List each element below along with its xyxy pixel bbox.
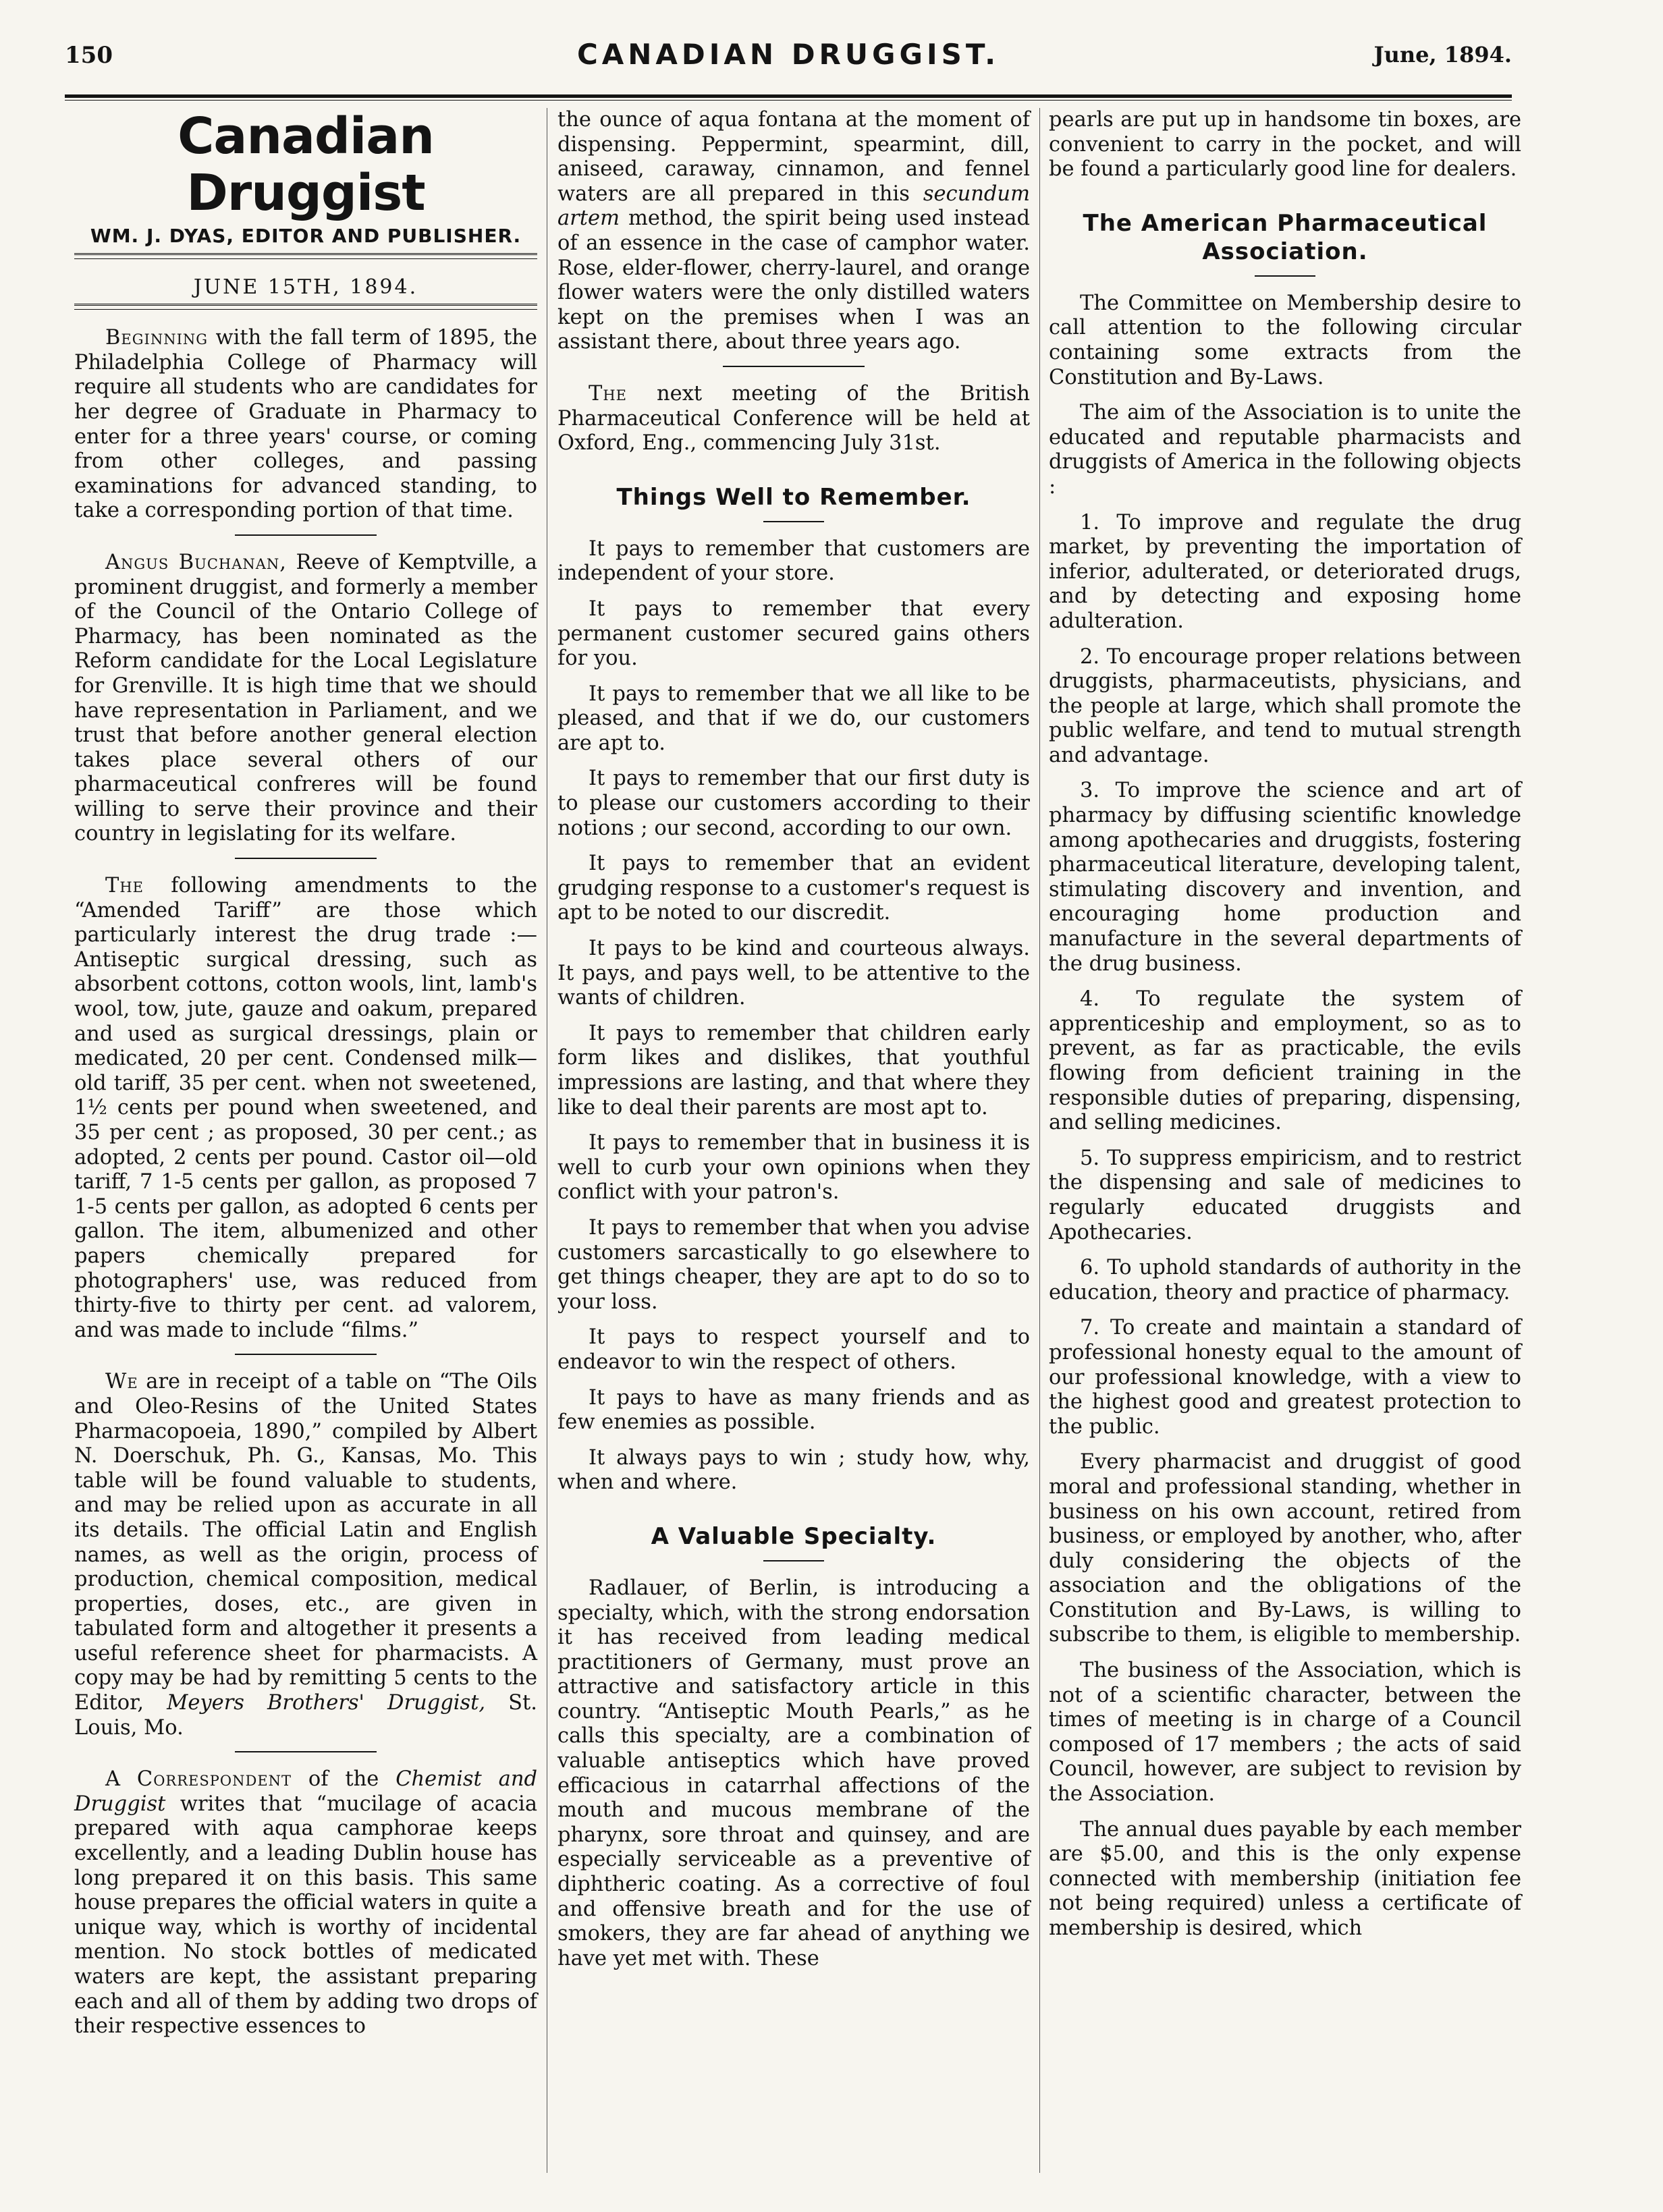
separator-rule	[763, 521, 824, 522]
list-item: It pays to remember that in business it is well to curb your own opinions when they conflict with your patron's.	[557, 1131, 1030, 1205]
lead-word: The	[589, 381, 627, 406]
editorial-paragraph	[74, 551, 537, 847]
editorial-paragraph: The business of the Association, which is not of a scientific character, between the times of meeting is in charge of a Council composed of 17 members ; the acts of said Council, however, are subject to revision by the Association.	[1049, 1659, 1521, 1806]
separator-rule	[235, 1751, 377, 1752]
editorial-paragraph: Every pharmacist and druggist of good moral and professional standing, whether in business on his own account, retired from business, or employed by another, who, after duly considering the objects of the association and the obligations of the Constitution and By-Laws, is willing to subscribe to them, is eligible to membership.	[1049, 1450, 1521, 1647]
separator-rule	[1255, 275, 1315, 277]
separator-rule	[763, 1560, 824, 1561]
list-item: 3. To improve the science and art of pharmacy by diffusing scientific knowledge among apothecaries and druggists, fostering pharmaceutical literature, developing talent, stimulating discovery and invention, and encouraging home production and manufacture in the several departments of the drug business.	[1049, 779, 1521, 976]
masthead-rule	[74, 304, 537, 310]
column-divider	[1039, 108, 1040, 2173]
list-item: 6. To uphold standards of authority in the education, theory and practice of pharmacy.	[1049, 1256, 1521, 1304]
latin-phrase: secundum artem	[557, 182, 1030, 231]
header-rule	[65, 94, 1512, 101]
editorial-paragraph	[74, 326, 537, 524]
section-heading: The American Pharmaceutical Association.	[1083, 209, 1488, 265]
list-item: It pays to be kind and courteous always. It pays, and pays well, to be attentive to the wants of children.	[557, 937, 1030, 1010]
list-item: It pays to have as many friends and as few enemies as possible.	[557, 1385, 1030, 1435]
column-2	[557, 108, 1030, 1982]
journal-title: CANADIAN DRUGGIST.	[576, 38, 1000, 71]
editorial-paragraph	[74, 874, 537, 1343]
paragraph-text: Reeve of Kemptville, a prominent druggist, and formerly a member of the Council of the Ontario College of Pharmacy, has been nominated as the Reform candidate for the Local Legislature for Grenville. It is high time that we should have representation in Parliament, and we trust that before another general election takes place several others of our pharmaceutical confreres will be found willing to serve their province and their country in legislating for its welfare.	[74, 550, 537, 846]
list-item: It pays to remember that we all like to be pleased, and that if we do, our customers are apt to.	[557, 682, 1030, 755]
reminder-list	[557, 537, 1030, 1495]
dateline: JUNE 15TH, 1894.	[193, 275, 418, 299]
paragraph-text: of the	[292, 1767, 396, 1792]
paragraph-text: the ounce of aqua fontana at the moment of dispensing. Peppermint, spearmint, dill, aniseed, caraway, cinnamon, and fennel waters are all prepared in this	[557, 108, 1030, 206]
page-number: 150	[65, 42, 113, 69]
separator-rule	[235, 534, 377, 536]
paragraph-text: are in receipt of a table on “The Oils and Oleo-Resins of the United States Pharmacopoeia, 1890,” compiled by Albert N. Doerschuk, Ph. G., Kansas, Mo. This table will be found valuable to students, and may be relied upon as accurate in all its details. The official Latin and English names, as well as the origin, process of production, chemical composition, medical properties, doses, etc., are given in tabulated form and altogether it presents a useful reference sheet for pharmacists. A copy may be had by remitting 5 cents to the Editor,	[74, 1370, 537, 1715]
section-heading: Things Well to Remember.	[616, 483, 971, 511]
list-item: It pays to remember that every permanent customer secured gains others for you.	[557, 597, 1030, 671]
list-item: 2. To encourage proper relations between druggists, pharmaceutists, physicians, and the people at large, which shall promote the public welfare, and tend to mutual strength and advantage.	[1049, 644, 1521, 767]
list-item: It always pays to win ; study how, why, when and where.	[557, 1445, 1030, 1495]
running-head	[65, 38, 1512, 78]
paragraph-text: following amendments to the “Amended Tariff” are those which particularly interest the drug trade :—Antiseptic surgical dressing, such as absorbent cottons, cotton wools, lint, lamb's wool, tow, jute, gauze and oakum, prepared and used as surgical dressings, plain or medicated, 20 per cent. Condensed milk—old tariff, 35 per cent. when not sweetened, 1½ cents per pound when sweetened, and 35 per cent ; as proposed, 30 per cent.; as adopted, 2 cents per pound. Castor oil—old tariff, 7 1-5 cents per gallon, as proposed 7 1-5 cents per gallon, as adopted 6 cents per gallon. The item, albumenized and other papers chemically prepared for photographers' use, was reduced from thirty-five to thirty per cent. ad valorem, and was made to include “films.”	[74, 874, 537, 1342]
editorial-paragraph	[557, 382, 1030, 456]
separator-rule	[235, 858, 377, 859]
paragraph-text: A	[105, 1767, 137, 1792]
list-item: It pays to remember that when you advise customers sarcastically to go elsewhere to get things cheaper, they are apt to do so to your loss.	[557, 1215, 1030, 1314]
paragraph-text: next meeting of the British Pharmaceutical Conference will be held at Oxford, Eng., commencing July 31st.	[557, 381, 1030, 455]
lead-word: Beginning	[105, 326, 209, 350]
lead-word: We	[105, 1370, 138, 1394]
list-item: It pays to remember that an evident grudging response to a customer's request is apt to be noted to our discredit.	[557, 852, 1030, 925]
separator-rule	[235, 1354, 377, 1355]
objects-list	[1049, 511, 1521, 1440]
editor-line: WM. J. DYAS, EDITOR AND PUBLISHER.	[90, 225, 522, 247]
lead-word: Angus Buchanan,	[105, 550, 287, 574]
editorial-paragraph	[74, 1370, 537, 1740]
editorial-paragraph: The Committee on Membership desire to call attention to the following circular containing some extracts from the Constitution and By-Laws.	[1049, 291, 1521, 389]
masthead-rule	[74, 253, 537, 259]
publication-title: Meyers Brothers' Druggist,	[167, 1691, 486, 1715]
masthead-title: Canadian Druggist	[178, 107, 434, 222]
editorial-paragraph: Radlauer, of Berlin, is introducing a specialty, which, with the strong endorsation it has received from leading medical practitioners of Germany, must prove an attractive and satisfactory article in this country. “Antiseptic Mouth Pearls,” as he calls this specialty, are a combination of valuable antiseptics which have proved efficacious in catarrhal affections of the mouth and mucous membrane of the pharynx, sore throat and quinsey, and are especially serviceable as a preventive of diphtheric coating. As a corrective of foul and offensive breath and for the use of smokers, they are far ahead of anything we have yet met with. These	[557, 1576, 1030, 1970]
list-item: 1. To improve and regulate the drug market, by preventing the importation of inferior, adulterated, or deteriorated drugs, and by detecting and exposing home adulteration.	[1049, 510, 1521, 633]
issue-date: June, 1894.	[1373, 42, 1512, 67]
editorial-paragraph: pearls are put up in handsome tin boxes, are convenient to carry in the pocket, and will be found a particularly good line for dealers.	[1049, 108, 1521, 182]
editorial-paragraph: The aim of the Association is to unite the educated and reputable pharmacists and druggists of America in the following objects :	[1049, 401, 1521, 499]
editorial-paragraph	[74, 1767, 537, 2039]
paragraph-text: method, the spirit being used instead of an essence in the case of camphor water. Rose, elder-flower, cherry-laurel, and orange flower waters were the only distilled waters kept on the premises when I was an assistant there, about three years ago.	[557, 206, 1030, 354]
separator-rule	[723, 366, 865, 367]
list-item: It pays to remember that our first duty is to please our customers according to their notions ; our second, according to our own.	[557, 767, 1030, 840]
lead-word: The	[105, 874, 144, 898]
list-item: It pays to remember that children early form likes and dislikes, that youthful impressions are lasting, and that where they like to deal their parents are most apt to.	[557, 1021, 1030, 1119]
list-item: It pays to respect yourself and to endeavor to win the respect of others.	[557, 1325, 1030, 1374]
list-item: 7. To create and maintain a standard of professional honesty equal to the amount of our professional knowledge, with a view to the highest good and greatest protection to the public.	[1049, 1316, 1521, 1439]
section-heading: A Valuable Specialty.	[651, 1522, 937, 1550]
paragraph-text: St. Louis, Mo.	[74, 1691, 537, 1740]
lead-word: Correspondent	[136, 1767, 292, 1792]
column-1	[74, 108, 537, 2050]
list-item: It pays to remember that customers are independent of your store.	[557, 536, 1030, 586]
publication-title: Chemist and Druggist	[74, 1767, 537, 1816]
paragraph-text: with the fall term of 1895, the Philadelphia College of Pharmacy will require all students who are candidates for her degree of Graduate in Pharmacy to enter for a three years' course, or coming from other colleges, and passing examinations for advanced standing, to take a corresponding portion of that time.	[74, 326, 537, 523]
column-3	[1049, 108, 1521, 1952]
list-item: 4. To regulate the system of apprenticeship and employment, so as to prevent, as far as practicable, the evils flowing from deficient training in the responsible duties of preparing, dispensing, and selling medicines.	[1049, 987, 1521, 1135]
paragraph-text: writes that “mucilage of acacia prepared with aqua camphorae keeps excellently, and a leading Dublin house has long prepared it on this basis. This same house prepares the official waters in quite a unique way, which is worthy of incidental mention. No stock bottles of medicated waters are kept, the assistant preparing each and all of them by adding two drops of their respective essences to	[74, 1792, 537, 2039]
list-item: 5. To suppress empiricism, and to restrict the dispensing and sale of medicines to regularly educated druggists and Apothecaries.	[1049, 1146, 1521, 1244]
editorial-paragraph: The annual dues payable by each member are $5.00, and this is the only expense connected with membership (initiation fee not being required) unless a certificate of membership is desired, which	[1049, 1817, 1521, 1940]
editorial-paragraph	[557, 108, 1030, 355]
